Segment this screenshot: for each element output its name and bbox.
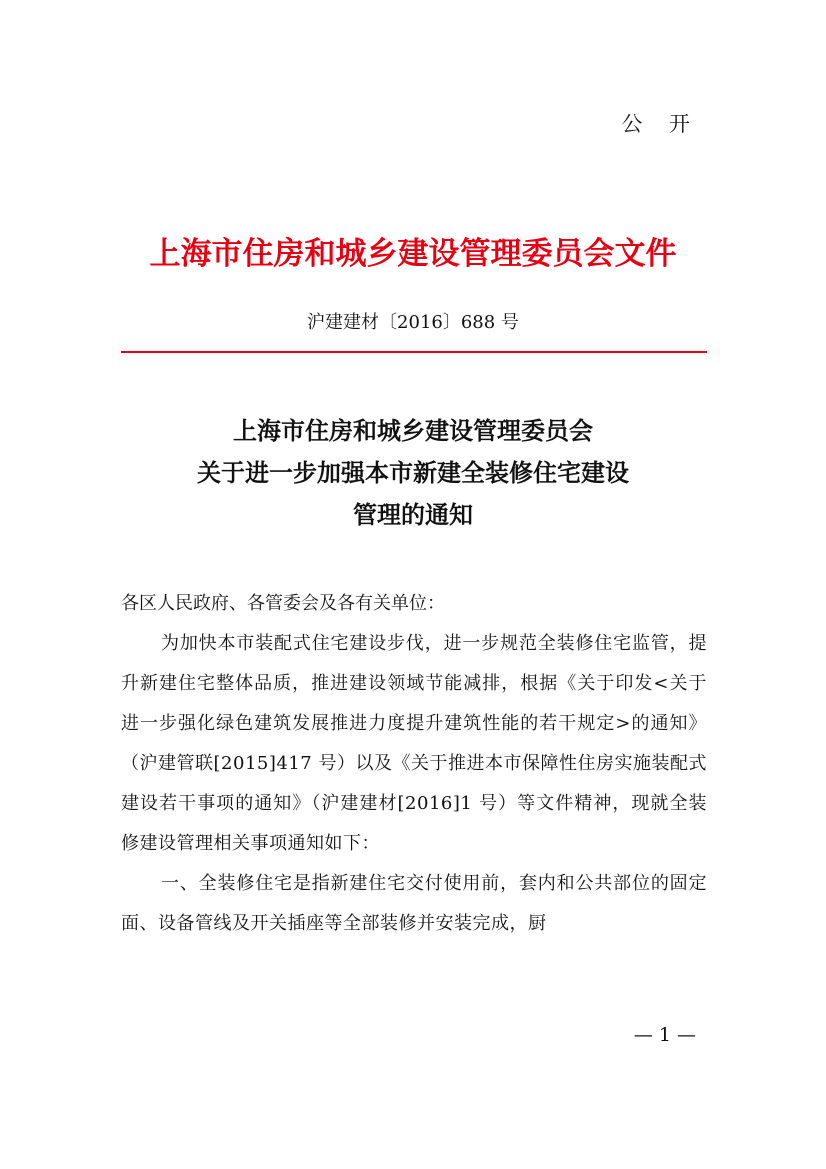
notice-title-line: 关于进一步加强本市新建全装修住宅建设 <box>197 458 629 487</box>
red-divider-line <box>121 351 707 353</box>
notice-title-line: 上海市住房和城乡建设管理委员会 <box>233 416 593 445</box>
notice-title <box>0 410 826 536</box>
paragraph: 为加快本市装配式住宅建设步伐，进一步规范全装修住宅监管，提升新建住宅整体品质，推进建设领域节能减排，根据《关于印发<关于进一步强化绿色建筑发展推进力度提升建筑性能的若干规定>的通知》（沪建管联[2015]417 号）以及《关于推进本市保障性住房实施装配式建设若干事项的通知》（沪建建材[2016]1 号）等文件精神，现就全装修建设管理相关事项通知如下： <box>121 633 707 854</box>
classification-label: 公 开 <box>621 112 700 136</box>
page-number: — 1 — <box>633 1024 696 1046</box>
document-number: 沪建建材〔2016〕688 号 <box>307 312 519 333</box>
body-text <box>121 584 707 944</box>
issuer-header-title: 上海市住房和城乡建设管理委员会文件 <box>149 236 677 272</box>
notice-title-line: 管理的通知 <box>353 500 473 529</box>
paragraph: 一、全装修住宅是指新建住宅交付使用前，套内和公共部位的固定面、设备管线及开关插座等全部装修并安装完成，厨 <box>121 873 707 934</box>
salutation: 各区人民政府、各管委会及各有关单位： <box>121 593 445 614</box>
